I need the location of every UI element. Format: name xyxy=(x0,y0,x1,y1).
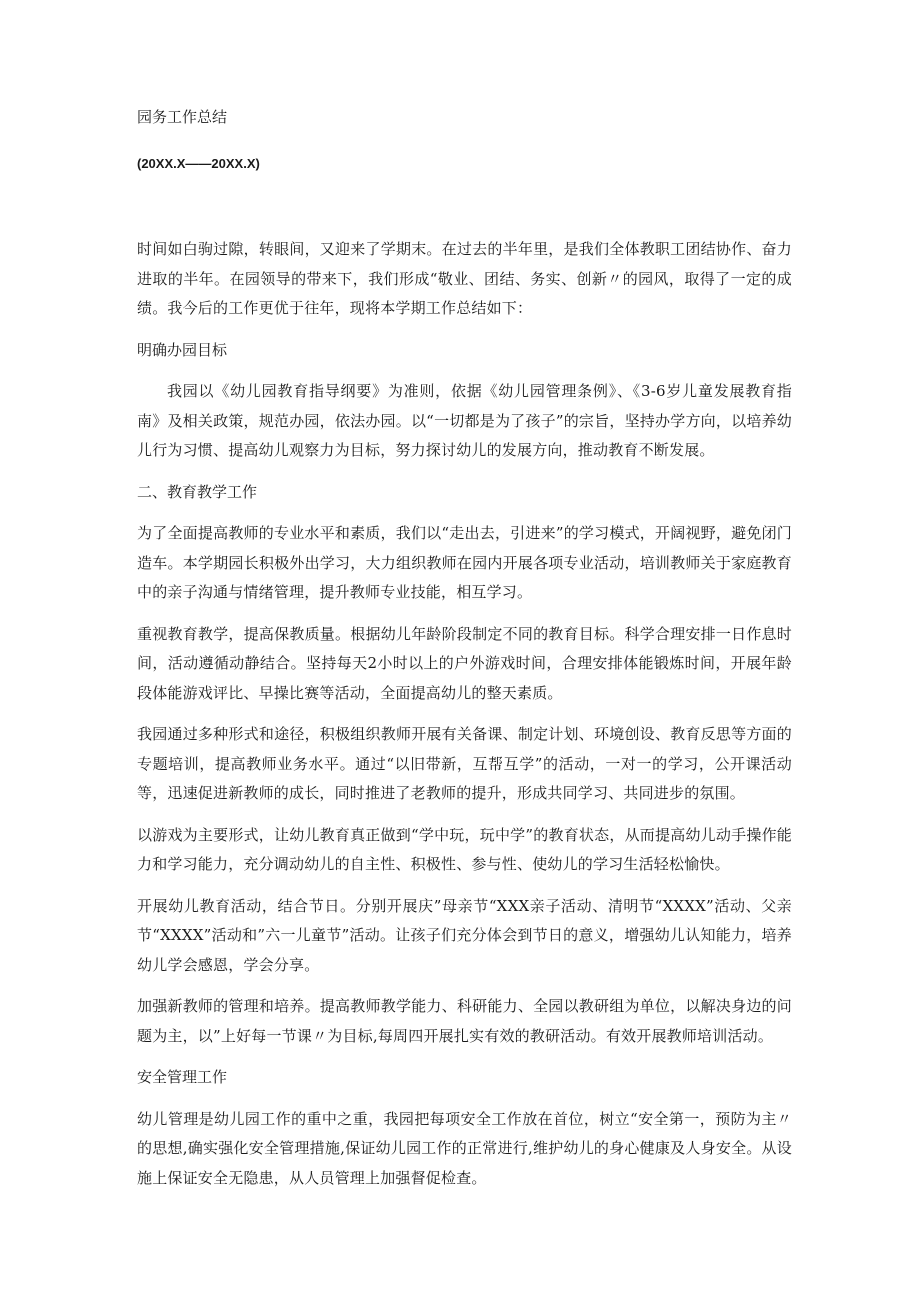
paragraph: 重视教育教学，提高保教质量。根据幼儿年龄阶段制定不同的教育目标。科学合理安排一日作息时间，活动遵循动静结合。坚持每天2小时以上的户外游戏时间，合理安排体能锻炼时间，开展年龄段体能游戏评比、早操比赛等活动，全面提高幼儿的整天素质。 xyxy=(137,624,792,702)
paragraph: 开展幼儿教育活动，结合节日。分别开展庆”母亲节“XXX亲子活动、清明节“XXXX”活动、父亲节“XXXX”活动和”六一儿童节”活动。让孩子们充分体会到节日的意义，增强幼儿认知能力，培养幼儿学会感恩，学会分享。 xyxy=(137,896,792,974)
date-range: (20XX.X——20XX.X) xyxy=(137,156,260,171)
section-heading-safety: 安全管理工作 xyxy=(137,1068,228,1086)
paragraph: 我园以《幼儿园教育指导纲要》为准则，依据《幼儿园管理条例》、《3-6岁儿童发展教育指南》及相关政策，规范办园，依法办园。以“一切都是为了孩子”的宗旨，坚持办学方向，以培养幼儿行为习惯、提高幼儿观察力为目标，努力探讨幼儿的发展方向，推动教育不断发展。 xyxy=(137,382,792,459)
paragraph: 加强新教师的管理和培养。提高教师教学能力、科研能力、全园以教研组为单位，以解决身边的问题为主，以”上好每一节课〃为目标,每周四开展扎实有效的教研活动。有效开展教师培训活动。 xyxy=(137,997,792,1045)
intro-paragraph: 时间如白驹过隙，转眼间，又迎来了学期末。在过去的半年里，是我们全体教职工团结协作、奋力进取的半年。在园领导的带来下，我们形成“敬业、团结、务实、创新〃的园风，取得了一定的成绩。我今后的工作更优于往年，现将本学期工作总结如下： xyxy=(137,240,792,317)
paragraph: 为了全面提高教师的专业水平和素质，我们以“走出去，引进来”的学习模式，开阔视野，避免闭门造车。本学期园长积极外出学习，大力组织教师在园内开展各项专业活动，培训教师关于家庭教育中的亲子沟通与情绪管理，提升教师专业技能，相互学习。 xyxy=(137,524,792,601)
paragraph: 幼儿管理是幼儿园工作的重中之重，我园把每项安全工作放在首位，树立“安全第一，预防为主〃的思想,确实强化安全管理措施,保证幼儿园工作的正常进行,维护幼儿的身心健康及人身安全。从设施上保证安全无隐患，从人员管理上加强督促检查。 xyxy=(137,1109,792,1187)
paragraph: 我园通过多种形式和途径，积极组织教师开展有关备课、制定计划、环境创设、教育反思等方面的专题培训，提高教师业务水平。通过“以旧带新，互帮互学”的活动，一对一的学习，公开课活动等，迅速促进新教师的成长，同时推进了老教师的提升，形成共同学习、共同进步的氛围。 xyxy=(137,725,792,802)
document-title: 园务工作总结 xyxy=(137,108,228,126)
section-heading-goals: 明确办园目标 xyxy=(137,340,228,359)
document-page xyxy=(137,104,792,1193)
paragraph: 以游戏为主要形式，让幼儿教育真正做到“学中玩，玩中学”的教育状态，从而提高幼儿动手操作能力和学习能力，充分调动幼儿的自主性、积极性、参与性、使幼儿的学习生活轻松愉快。 xyxy=(137,825,792,873)
section-heading-teaching: 二、教育教学工作 xyxy=(137,482,258,501)
